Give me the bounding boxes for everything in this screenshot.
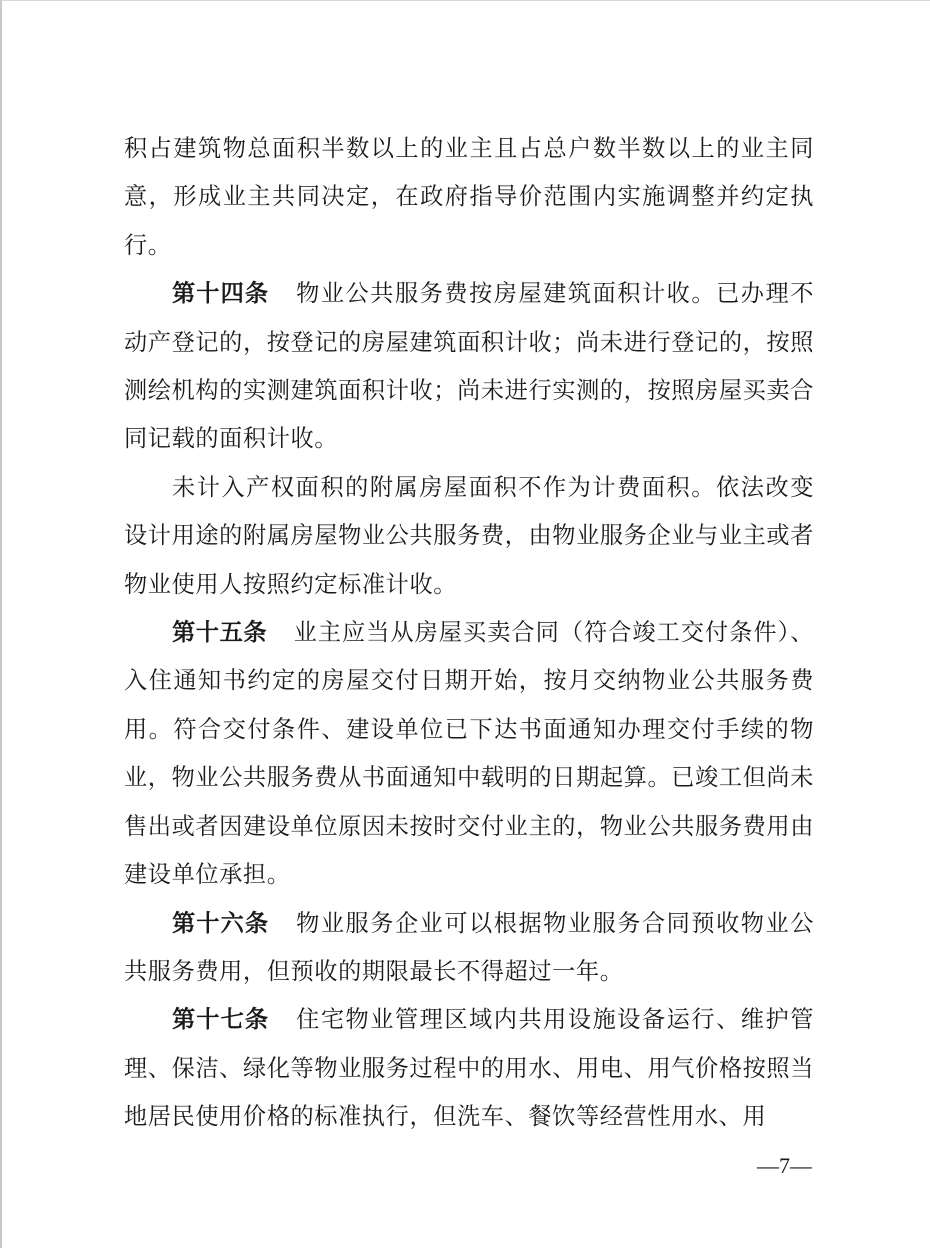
paragraph-continuation: [124, 125, 814, 270]
article-heading: 第十六条: [172, 909, 270, 937]
article-text: 物业服务企业可以根据物业服务合同预收物业公共服务费用，但预收的期限最长不得超过一年。: [124, 909, 814, 985]
article-15: [124, 609, 814, 899]
article-heading: 第十七条: [172, 1006, 270, 1034]
article-text: 住宅物业管理区域内共用设施设备运行、维护管理、保洁、绿化等物业服务过程中的用水、用电、用气价格按照当地居民使用价格的标准执行，但洗车、餐饮等经营性用水、用: [124, 1006, 814, 1131]
article-17: [124, 996, 814, 1141]
article-text: 物业公共服务费按房屋建筑面积计收。已办理不动产登记的，按登记的房屋建筑面积计收；尚未进行登记的，按照测绘机构的实测建筑面积计收；尚未进行实测的，按照房屋买卖合同记载的面积计收。: [124, 280, 814, 453]
article-14-paragraph-2: [124, 464, 814, 609]
paragraph-text: 未计入产权面积的附属房屋面积不作为计费面积。依法改变设计用途的附属房屋物业公共服务费，由物业服务企业与业主或者物业使用人按照约定标准计收。: [124, 473, 814, 598]
page-number: —7—: [757, 1153, 812, 1178]
article-16: [124, 900, 814, 997]
article-heading: 第十四条: [172, 280, 270, 308]
document-body: [124, 125, 814, 1142]
paragraph-text: 积占建筑物总面积半数以上的业主且占总户数半数以上的业主同意，形成业主共同决定，在政府指导价范围内实施调整并约定执行。: [124, 135, 814, 259]
article-14: [124, 270, 814, 464]
article-heading: 第十五条: [172, 619, 268, 647]
article-text: 业主应当从房屋买卖合同（符合竣工交付条件）、入住通知书约定的房屋交付日期开始，按月交纳物业公共服务费用。符合交付条件、建设单位已下达书面通知办理交付手续的物业，物业公共服务费从书面通知中载明的日期起算。已竣工但尚未售出或者因建设单位原因未按时交付业主的，物业公共服务费用由建设单位承担。: [124, 619, 814, 889]
